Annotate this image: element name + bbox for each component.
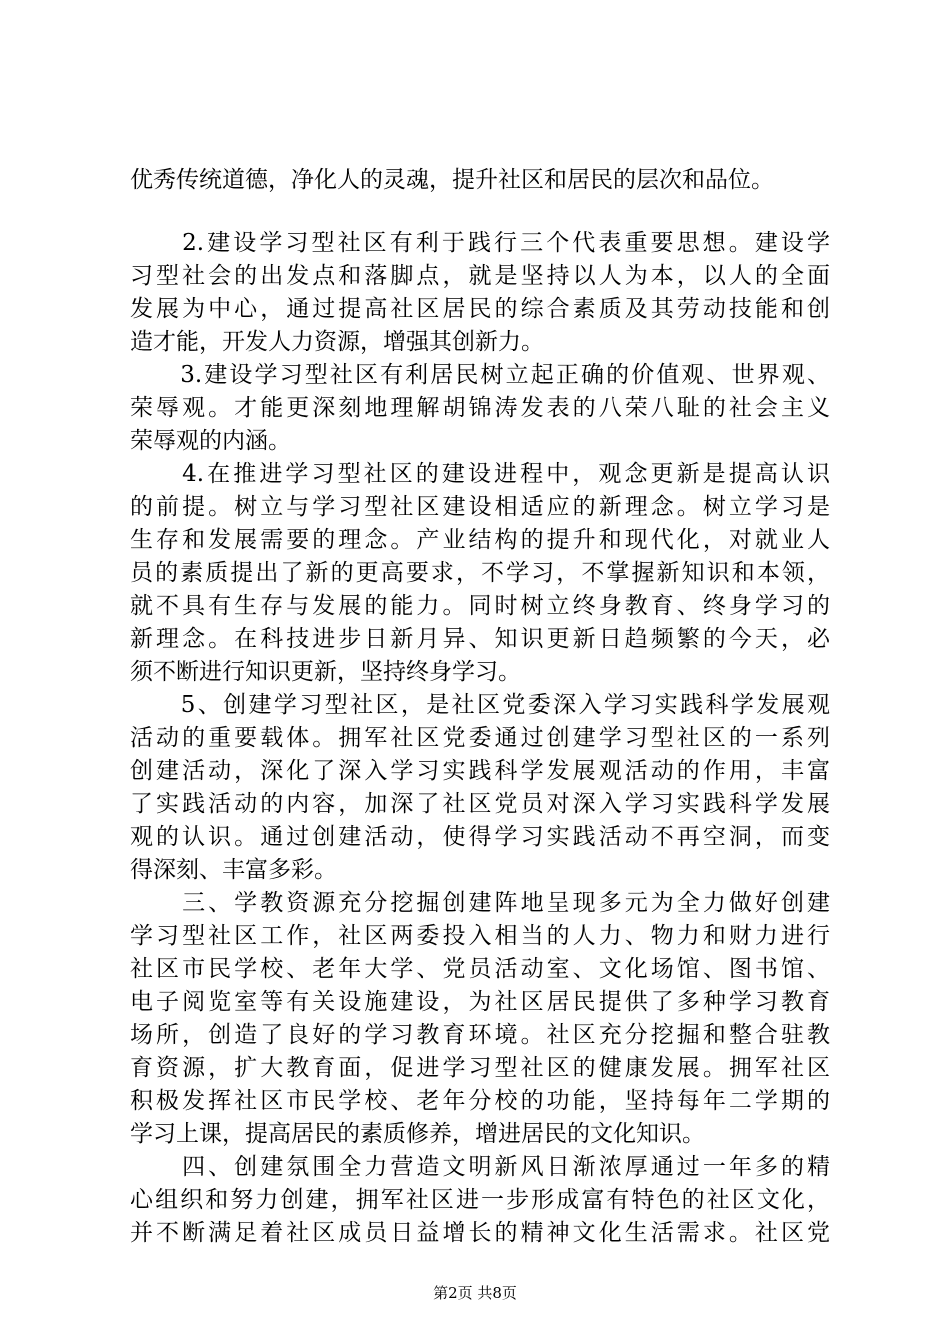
paragraph <box>130 1151 830 1250</box>
text-line: 社区市民学校、老年大学、党员活动室、文化场馆、图书馆、 <box>130 956 830 982</box>
text-line: 电子阅览室等有关设施建设，为社区居民提供了多种学习教育 <box>130 989 830 1015</box>
text-line: 须不断进行知识更新，坚持终身学习。 <box>130 659 521 685</box>
paragraph <box>130 458 830 689</box>
text-line: 学习上课，提高居民的素质修养，增进居民的文化知识。 <box>130 1121 705 1147</box>
paragraph-gap <box>130 197 830 227</box>
text-line: 场所，创造了良好的学习教育环境。社区充分挖掘和整合驻教 <box>130 1022 830 1048</box>
text-line: 观的认识。通过创建活动，使得学习实践活动不再空洞，而变 <box>130 824 830 850</box>
text-line: 4.在推进学习型社区的建设进程中，观念更新是提高认识 <box>130 461 830 487</box>
text-line: 员的素质提出了新的更高要求，不学习，不掌握新知识和本领， <box>130 560 830 586</box>
text-line: 就不具有生存与发展的能力。同时树立终身教育、终身学习的 <box>130 593 830 619</box>
text-line: 荣辱观的内涵。 <box>130 428 291 454</box>
text-line: 2.建设学习型社区有利于践行三个代表重要思想。建设学 <box>130 230 830 256</box>
text-line: 优秀传统道德，净化人的灵魂，提升社区和居民的层次和品位。 <box>130 167 774 193</box>
text-line: 3.建设学习型社区有利居民树立起正确的价值观、世界观、 <box>130 362 830 388</box>
text-line: 生存和发展需要的理念。产业结构的提升和现代化，对就业人 <box>130 527 830 553</box>
paragraph <box>130 689 830 887</box>
paragraph <box>130 164 830 197</box>
text-line: 了实践活动的内容，加深了社区党员对深入学习实践科学发展 <box>130 791 830 817</box>
paragraph <box>130 227 830 359</box>
paragraph <box>130 887 830 1151</box>
text-line: 育资源，扩大教育面，促进学习型社区的健康发展。拥军社区 <box>130 1055 830 1081</box>
text-line: 学习型社区工作，社区两委投入相当的人力、物力和财力进行 <box>130 923 830 949</box>
text-line: 的前提。树立与学习型社区建设相适应的新理念。树立学习是 <box>130 494 830 520</box>
text-line: 发展为中心，通过提高社区居民的综合素质及其劳动技能和创 <box>130 296 830 322</box>
page-footer: 第2页 共8页 <box>433 1284 517 1302</box>
text-line: 5、创建学习型社区，是社区党委深入学习实践科学发展观 <box>130 692 830 718</box>
text-line: 三、学教资源充分挖掘创建阵地呈现多元为全力做好创建 <box>130 890 830 916</box>
text-line: 荣辱观。才能更深刻地理解胡锦涛发表的八荣八耻的社会主义 <box>130 395 830 421</box>
text-line: 创建活动，深化了深入学习实践科学发展观活动的作用，丰富 <box>130 758 830 784</box>
text-line: 积极发挥社区市民学校、老年分校的功能，坚持每年二学期的 <box>130 1088 830 1114</box>
text-line: 得深刻、丰富多彩。 <box>130 857 337 883</box>
text-line: 活动的重要载体。拥军社区党委通过创建学习型社区的一系列 <box>130 725 830 751</box>
text-line: 心组织和努力创建，拥军社区进一步形成富有特色的社区文化， <box>130 1187 830 1213</box>
text-line: 并不断满足着社区成员日益增长的精神文化生活需求。社区党 <box>130 1220 830 1246</box>
text-line: 造才能，开发人力资源，增强其创新力。 <box>130 329 544 355</box>
text-line: 四、创建氛围全力营造文明新风日渐浓厚通过一年多的精 <box>130 1154 830 1180</box>
paragraph <box>130 359 830 458</box>
document-body <box>130 164 830 1250</box>
text-line: 习型社会的出发点和落脚点，就是坚持以人为本，以人的全面 <box>130 263 830 289</box>
text-line: 新理念。在科技进步日新月异、知识更新日趋频繁的今天，必 <box>130 626 830 652</box>
